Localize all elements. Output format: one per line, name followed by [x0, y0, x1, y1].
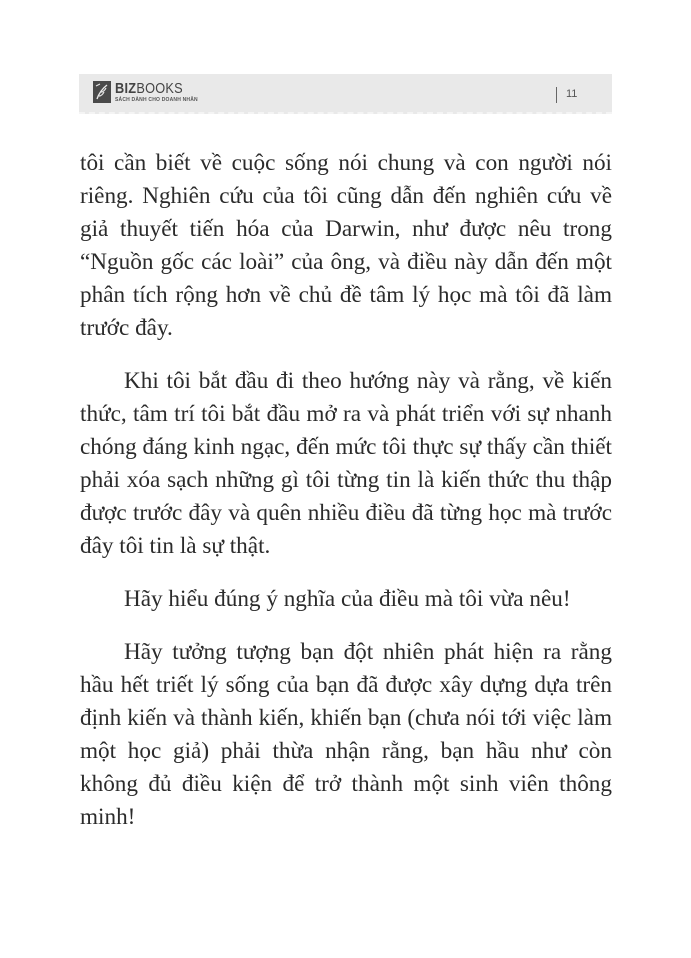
- running-header: [79, 74, 612, 114]
- logo-name-rest: BOOKS: [136, 80, 183, 97]
- paragraph-1: tôi cần biết về cuộc sống nói chung và con người nói riêng. Nghiên cứu của tôi cũng dẫn đến nghiên cứu về giả thuyết tiến hóa của Darwin, như được nêu trong “Nguồn gốc các loài” của ông, và điều này dẫn đến một phân tích rộng hơn về chủ đề tâm lý học mà tôi đã làm trước đây.: [80, 150, 612, 341]
- logo-name-bold: BIZ: [115, 80, 137, 97]
- paragraph-4: Hãy tưởng tượng bạn đột nhiên phát hiện ra rằng hầu hết triết lý sống của bạn đã được xây dựng dựa trên định kiến và thành kiến, khiến bạn (chưa nói tới việc làm một học giả) phải thừa nhận rằng, bạn hầu như còn không đủ điều kiện để trở thành một sinh viên thông minh!: [80, 639, 612, 830]
- book-leaf-icon: [93, 81, 111, 103]
- paragraph-2: Khi tôi bắt đầu đi theo hướng này và rằng, về kiến thức, tâm trí tôi bắt đầu mở ra và phát triển với sự nhanh chóng đáng kinh ngạc, đến mức tôi thực sự thấy cần thiết phải xóa sạch những gì tôi từng tin là kiến thức thu thập được trước đây và quên nhiều điều đã từng học mà trước đây tôi tin là sự thật.: [80, 368, 612, 559]
- page-number: 11: [566, 88, 578, 100]
- publisher-logo: [93, 81, 198, 103]
- page-body: [80, 147, 612, 854]
- logo-name: [115, 81, 185, 96]
- paragraph-3: Hãy hiểu đúng ý nghĩa của điều mà tôi vừa nêu!: [124, 586, 571, 612]
- page-number-divider: [556, 87, 557, 103]
- logo-tagline: SÁCH DÀNH CHO DOANH NHÂN: [115, 97, 198, 103]
